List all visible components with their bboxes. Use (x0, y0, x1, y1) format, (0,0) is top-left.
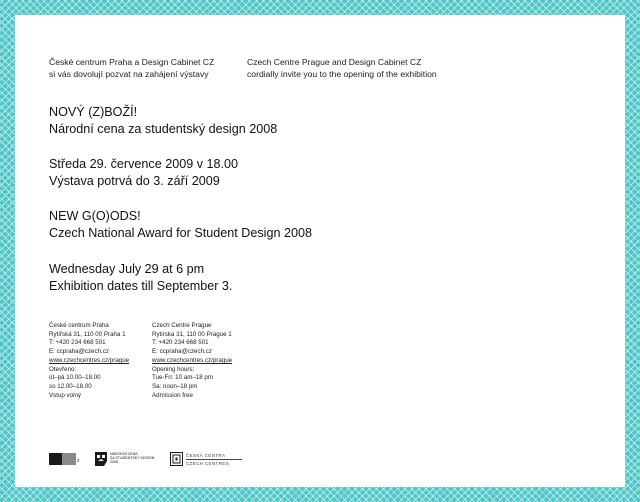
intro-czech (49, 56, 214, 80)
intro-en-line2: cordially invite you to the opening of the exhibition (247, 69, 437, 79)
cz-date-block (49, 156, 238, 190)
address-en-web-link[interactable]: www.czechcentres.cz/prague (152, 356, 233, 364)
intro-cz-line2: si vás dovolují pozvat na zahájení výstavy (49, 69, 209, 79)
address-cz-name: České centrum Praha (49, 322, 109, 329)
cz-title-block (49, 104, 277, 138)
address-en-hours-saturday: Sa: noon–18 pm (152, 382, 198, 390)
intro-english (247, 56, 437, 80)
address-en-email: E: ccpraha@czech.cz (152, 348, 212, 356)
address-cz-email: E: ccpraha@czech.cz (49, 348, 109, 356)
address-en-hours-label: Opening hours: (152, 365, 195, 373)
address-en-hours-weekday: Tue-Fri: 10 am–18 pm (152, 374, 213, 382)
intro-cz-line1: České centrum Praha a Design Cabinet CZ (49, 57, 215, 67)
address-en-admission: Admission free (152, 391, 193, 399)
cz-opening-date: Středa 29. července 2009 v 18.00 (49, 157, 239, 171)
address-english (152, 322, 232, 400)
address-cz-admission: Vstup volný (49, 391, 81, 399)
design-cabinet-block-gray (62, 453, 76, 465)
czech-centres-text (186, 453, 242, 466)
address-cz-phone: T: +420 234 668 501 (49, 339, 106, 347)
design-cabinet-logo (49, 453, 83, 465)
en-title: NEW G(O)ODS! (49, 209, 141, 223)
czech-centres-line1: ČESKÁ CENTRA (186, 453, 226, 458)
cz-title: NOVÝ (Z)BOŽÍ! (49, 105, 138, 119)
intro-en-line1: Czech Centre Prague and Design Cabinet CZ (247, 57, 422, 67)
cz-subtitle: Národní cena za studentský design 2008 (49, 122, 278, 136)
czech-centres-line2: CZECH CENTRES (186, 460, 229, 466)
address-en-name: Czech Centre Prague (152, 322, 212, 329)
en-opening-date: Wednesday July 29 at 6 pm (49, 262, 205, 276)
address-cz-street: Rytířská 31, 110 00 Praha 1 (49, 330, 126, 338)
en-date-block (49, 261, 232, 295)
award-logo-line3: 2008 (110, 460, 118, 465)
address-cz-web-link[interactable]: www.czechcentres.cz/prague (49, 356, 130, 364)
address-en-phone: T: +420 234 668 501 (152, 339, 209, 347)
address-cz-hours-label: Otevřeno: (49, 365, 77, 373)
design-cabinet-block-dark (49, 453, 62, 465)
address-en-street: Rytirska 31, 110 00 Prague 1 (152, 330, 232, 338)
address-cz-hours-saturday: so 12.00–18.00 (49, 382, 92, 390)
en-title-block (49, 208, 312, 242)
award-logo-line1: NÁRODNÍ CENA (110, 452, 138, 456)
address-cz-hours-weekday: út–pá 10.00–18.00 (49, 374, 101, 382)
design-cabinet-mark: z (77, 458, 80, 464)
address-czech (49, 322, 129, 400)
invitation-card (15, 15, 625, 487)
award-logo-text (110, 452, 154, 465)
cz-exhibition-dates: Výstava potrvá do 3. září 2009 (49, 174, 220, 188)
award-logo-line2: ZA STUDENTSKÝ DESIGN (110, 456, 155, 461)
czech-centres-maze-icon (170, 452, 183, 466)
en-exhibition-dates: Exhibition dates till September 3. (49, 279, 233, 293)
en-subtitle: Czech National Award for Student Design 2008 (49, 226, 312, 240)
award-emblem-icon (95, 452, 107, 466)
